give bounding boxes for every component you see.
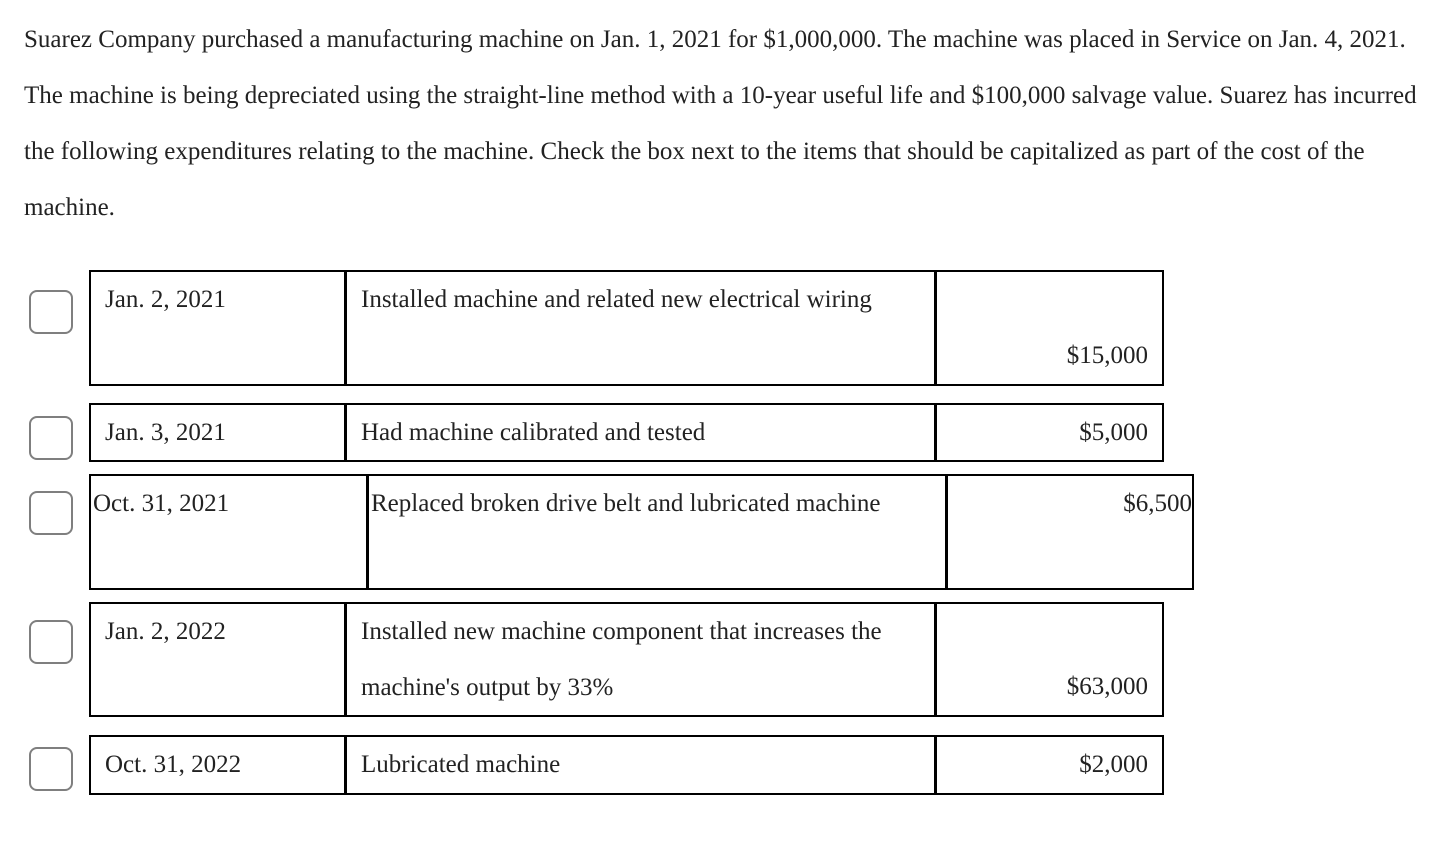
expenditure-amount: [948, 476, 1192, 588]
capitalize-checkbox[interactable]: [29, 620, 73, 664]
question-text: Suarez Company purchased a manufacturing machine on Jan. 1, 2021 for $1,000,000. The machine was placed in Service on Jan. 4, 2021. The machine is being depreciated using the straight-line method with a 10-year useful life and $100,000 salvage value. Suarez has incurred the following expenditures relating to the machine. Check the box next to the items that should be capitalized as part of the cost of the machine.: [24, 26, 1417, 221]
expenditure-amount: [937, 272, 1162, 384]
capitalize-checkbox[interactable]: [29, 747, 73, 791]
expenditure-table: [89, 270, 1164, 386]
expenditure-amount-value: $15,000: [1066, 342, 1148, 369]
capitalize-checkbox[interactable]: [29, 416, 73, 460]
capitalize-checkbox[interactable]: [29, 290, 73, 334]
expenditure-table: [89, 602, 1164, 717]
expenditure-description: Installed new machine component that increases the machine's output by 33%: [347, 604, 937, 715]
expenditure-description: Installed machine and related new electrical wiring: [347, 272, 937, 384]
capitalize-checkbox[interactable]: [29, 491, 73, 535]
expenditure-amount-value: $63,000: [1066, 673, 1148, 700]
expenditure-description: Replaced broken drive belt and lubricated machine: [369, 476, 948, 588]
expenditure-amount-value: $6,500: [1123, 490, 1192, 517]
expenditure-amount: [937, 604, 1162, 715]
expenditure-amount: [937, 737, 1162, 793]
expenditure-table: [89, 403, 1164, 462]
expenditure-date: Oct. 31, 2022: [91, 737, 347, 793]
expenditure-date: Jan. 2, 2021: [91, 272, 347, 384]
expenditure-table: [89, 735, 1164, 795]
expenditure-date: Jan. 2, 2022: [91, 604, 347, 715]
expenditure-date: Oct. 31, 2021: [91, 476, 369, 588]
expenditure-description: Had machine calibrated and tested: [347, 405, 937, 460]
expenditure-amount-value: $2,000: [1079, 751, 1148, 778]
expenditure-date: Jan. 3, 2021: [91, 405, 347, 460]
expenditure-amount-value: $5,000: [1079, 419, 1148, 446]
expenditure-description: Lubricated machine: [347, 737, 937, 793]
expenditure-table: [89, 474, 1194, 590]
expenditure-amount: [937, 405, 1162, 460]
